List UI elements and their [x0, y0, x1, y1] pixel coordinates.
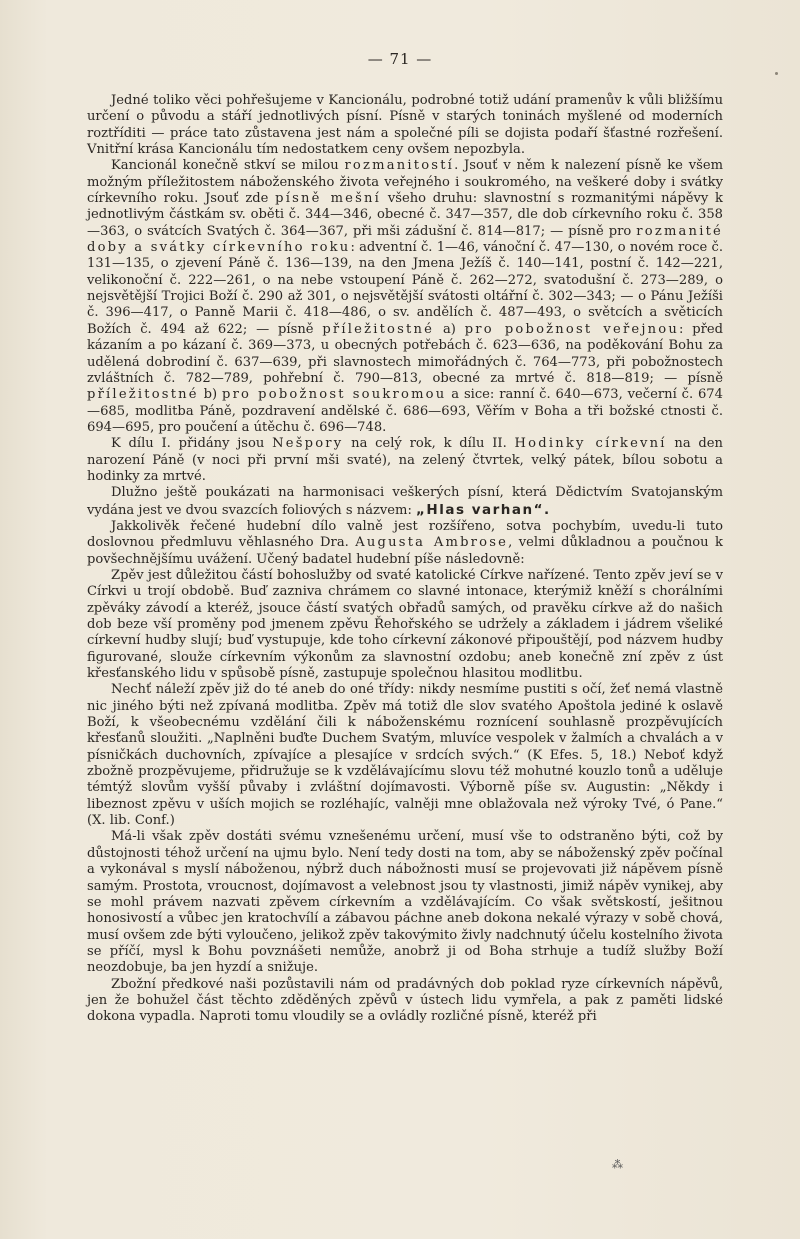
- text-run: Má-li však zpěv dostáti svému vznešenému určení, musí vše to odstraněno býti, což by důstojnosti téhož určení na ujmu bylo. Není tedy dosti na tom, aby se náboženský zpěv počínal a vykonával s myslí náboženou, nýbrž duch nábožnosti musí se projevovati již nápěvem písně samým. Prostota, vroucnost, dojímavost a velebnost jsou ty vlastnosti, jimiž nápěv vynikej, aby se mohl právem nazvati zpěvem církevním a vzdělávajícím. Co však světskostí, ješitnou honosivostí a vůbec jen kratochvílí a zábavou páchne aneb dokona nekalé výrazy v sobě chová, musí ovšem zde býti vyloučeno, jelikož zpěv takovýmito živly nadchnutý účelu kostelního života se příčí, mysl k Bohu povznášeti nemůže, anobrž ji od Boha strhuje a tudíž služby Boží neozdobuje, ba jen hyzdí a snižuje.: [87, 829, 723, 976]
- title-hlas-varhan: „Hlas varhan“.: [416, 501, 551, 518]
- spaced-emphasis: pro pobožnost veřejnou: [464, 321, 679, 337]
- spaced-emphasis: rozmanitostí: [344, 158, 455, 174]
- paragraph: [87, 829, 723, 976]
- text-run: všeho druhu: slavnostní s rozmanitými nápěvy k jednotlivým částkám sv. oběti č. 344—346, obecné č. 347—357, dle dob církevního roku č. 358—363, o svátcích Svatých č. 364—367, při mši zádušní č. 814—817; — písně pro: [87, 191, 723, 239]
- ink-speck: [775, 72, 778, 75]
- text-run: : před kázaním a po kázaní č. 369—373, u obecných potřebách č. 623—636, na poděkování Bohu za udělená dobrodiní č. 637—639, při slavnostech mimořádných č. 764—773, při pobožnostech zvláštních č. 782—789, pohřební č. 790—813, obecné za mrtvé č. 818—819; — písně: [87, 321, 723, 386]
- text-run: Zbožní předkové naši pozůstavili nám od pradávných dob poklad ryze církevních nápěvů, jen že bohužel část těchto zděděných zpěvů v ústech lidu vymřela, a pak z paměti lidské dokona vypadla. Naproti tomu vloudily se a ovládly rozličné písně, kteréž při: [87, 976, 723, 1025]
- text-run: a sice: ranní č. 640—673, večerní č. 674—685, modlitba Páně, pozdravení andělské č. 686—693, Věřím v Boha a tři božské ctnosti č. 694—695, pro poučení a útěchu č. 696—748.: [87, 387, 723, 435]
- spaced-emphasis: Nešpory: [272, 436, 344, 452]
- spaced-emphasis: Hodinky církevní: [514, 436, 667, 452]
- text-run: . Jsouť v něm k nalezení písně ke všem možným příležitostem náboženského života veřejného i soukromého, na veškeré doby i svátky církevního roku. Jsouť zde: [87, 158, 723, 207]
- text-run: Dlužno ještě poukázati na harmonisaci veškerých písní, která Dědictvím Svatojanským vydána jest ve dvou svazcích foliových s názvem:: [87, 485, 723, 518]
- spaced-emphasis: pro pobožnost soukromou: [221, 387, 447, 403]
- paragraph: [87, 568, 723, 682]
- paragraph: [87, 682, 723, 829]
- spaced-emphasis: písně mešní: [275, 191, 382, 207]
- paragraph: [87, 519, 723, 568]
- paragraph: [87, 436, 723, 485]
- text-run: Nechť náleží zpěv již do té aneb do oné třídy: nikdy nesmíme pustiti s očí, žeť nemá vlastně nic jiného býti než zpívaná modlitba. Zpěv má totiž dle slov svatého Apoštola jediné k oslavě Boží, k všeobecnému vzdělání čili k náboženskému roznícení souhlasně prozpěvujících křesťanů sloužiti. „Naplněni buďte Duchem Svatým, mluvíce vespolek v žalmích a chvalách a v písničkách duchovních, zpívajíce a plesajíce v srdcích svých.“ (K Efes. 5, 18.) Neboť když zbožně prozpěvujeme, přidružuje se k vzdělávajícímu slovu též mohutné kouzlo tonů a uděluje témtýž slovům vyšší půvaby i zvláštní dojímavosti. Výborně píše sv. Augustin: „Někdy i libeznost zpěvu v uších mojich se rozléhajíc, valněji mne oblažovala než výroky Tvé, ó Pane.“ (X. lib. Conf.): [87, 682, 723, 829]
- page-number: — 71 —: [367, 50, 433, 68]
- text-run: Kancionál konečně stkví se milou: [111, 158, 345, 174]
- text-run: K dílu I. přidány jsou: [111, 436, 273, 452]
- paragraph: [87, 158, 723, 436]
- spaced-emphasis: Augusta Ambrose: [355, 535, 509, 551]
- text-run: Jedné toliko věci pohřešujeme v Kancionálu, podrobné totiž udání pramenův k vůli bližšímu určení o původu a stáří jednotlivých písní. Písně v starých toninách myšlené od moderních roztříditi — práce tato zůstavena jest nám a společné píli se dojista podaří šťastné rozřešení. Vnitřní krása Kancionálu tím nedostatkem ceny ovšem nepozbyla.: [87, 93, 723, 158]
- text-run: Zpěv jest důležitou částí bohoslužby od svaté katolické Církve nařízené. Tento zpěv jeví se v Církvi u trojí obdobě. Buď zazniva chrámem co slavné intonace, kterýmiž kněží s chorálními zpěváky závodí a kteréž, jsouce částí svatých obřadů samých, od pravěku církve až do našich dob beze vší proměny pod jmenem zpěvu Řehořského se udržely a základem i jádrem všeliké církevní hudby slují; buď vystupuje, kde toho církevní zákonové připouštějí, pod názvem hudby figurované, slouže církevním výkonům za slavnostní ozdobu; aneb konečně zní zpěv z úst křesťanského lidu v spůsobě písně, zastupuje společnou hlasitou modlitbu.: [87, 567, 723, 682]
- text-run: b): [198, 387, 222, 403]
- spaced-emphasis: příležitostné: [322, 321, 435, 337]
- text-run: , velmi důkladnou a poučnou k povšechnějšímu uvážení. Učený badatel hudební píše následovně:: [87, 535, 723, 567]
- text-run: : adventní č. 1—46, vánoční č. 47—130, o novém roce č. 131—135, o zjevení Páně č. 136—139, na den Jmena Ježíš č. 140—141, postní č. 142—221, velikonoční č. 222—261, o na nebe vstoupení Páně č. 262—272, svatodušní č. 273—289, o nejsvětější Trojici Boží č. 290 až 301, o nejsvětější svátosti oltářní č. 302—343; — o Pánu Ježíši č. 396—417, o Panně Marii č. 418—486, o sv. andělích č. 487—493, o světcích a světicích Božích č. 494 až 622; — písně: [87, 240, 723, 337]
- spaced-emphasis: příležitostné: [87, 387, 199, 403]
- text-run: a): [434, 321, 465, 337]
- text-run: Jakkolivěk řečené hudební dílo valně jest rozšířeno, sotva pochybím, uvedu-li tuto doslovnou předmluvu věhlasného Dra.: [87, 518, 723, 551]
- paragraph: [87, 485, 723, 519]
- text-run: na celý rok, k dílu II.: [343, 436, 515, 452]
- text-run: na den narození Páně (v noci při první mši svaté), na zelený čtvrtek, velký pátek, bílou sobotu a hodinky za mrtvé.: [87, 436, 723, 484]
- paragraph: [87, 93, 723, 158]
- bottom-mark: ⁂: [612, 1158, 623, 1171]
- spaced-emphasis: rozmanité doby a svátky církevního roku: [87, 223, 723, 256]
- paragraph: [87, 977, 723, 1026]
- body-text: [87, 93, 723, 1026]
